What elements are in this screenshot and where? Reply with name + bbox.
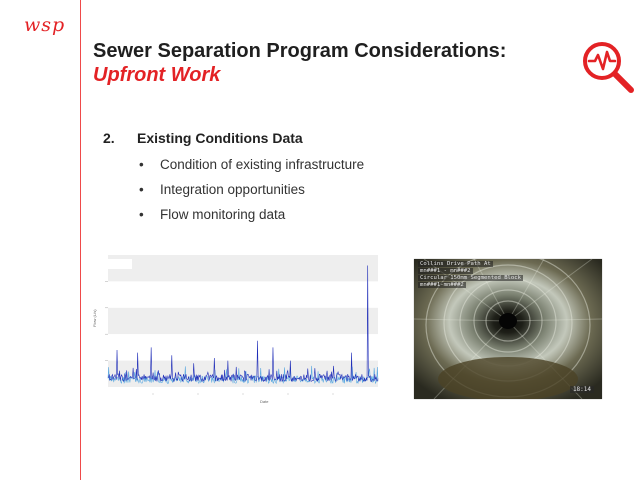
list-item-label: Flow monitoring data xyxy=(160,207,286,222)
cctv-overlay-line: Circular 150mm Segmented Block xyxy=(420,275,522,281)
bullet-icon: • xyxy=(139,207,144,222)
flow-chart-svg xyxy=(88,247,386,407)
chart-grid-band xyxy=(108,281,378,307)
list-item xyxy=(139,207,364,232)
list-item xyxy=(139,157,364,182)
list-item-label: Integration opportunities xyxy=(160,182,305,197)
chart-grid-band xyxy=(108,308,378,334)
chart-grid-bands xyxy=(108,255,378,387)
section-title: Existing Conditions Data xyxy=(137,130,303,146)
cctv-overlay-line: mn###1 - mn###2 xyxy=(420,268,471,274)
bullet-icon: • xyxy=(139,182,144,197)
cctv-overlay-line: mn###1-mn###2 xyxy=(420,282,464,288)
cctv-pipe-inspection-image xyxy=(414,259,602,399)
chart-x-axis-label: Date xyxy=(260,399,269,404)
chart-grid-band xyxy=(108,334,378,360)
list-item-label: Condition of existing infrastructure xyxy=(160,157,365,172)
magnifier-heartbeat-icon xyxy=(579,38,639,98)
flow-monitoring-chart xyxy=(88,247,386,407)
chart-grid-band xyxy=(108,255,378,281)
wsp-logo: wsp xyxy=(24,14,66,36)
bullet-icon: • xyxy=(139,157,144,172)
accent-divider xyxy=(80,0,81,480)
chart-legend-box xyxy=(108,259,132,269)
list-item xyxy=(139,182,364,207)
section-number: 2. xyxy=(103,130,115,146)
page-subtitle: Upfront Work xyxy=(93,64,221,86)
cctv-overlay-line: Collins Drive Path At xyxy=(420,261,491,267)
bullet-list xyxy=(139,157,364,232)
cctv-timestamp: 18:14 xyxy=(570,386,594,393)
page-title: Sewer Separation Program Considerations: xyxy=(93,40,507,62)
chart-y-axis-label: Flow (L/s) xyxy=(92,309,97,327)
